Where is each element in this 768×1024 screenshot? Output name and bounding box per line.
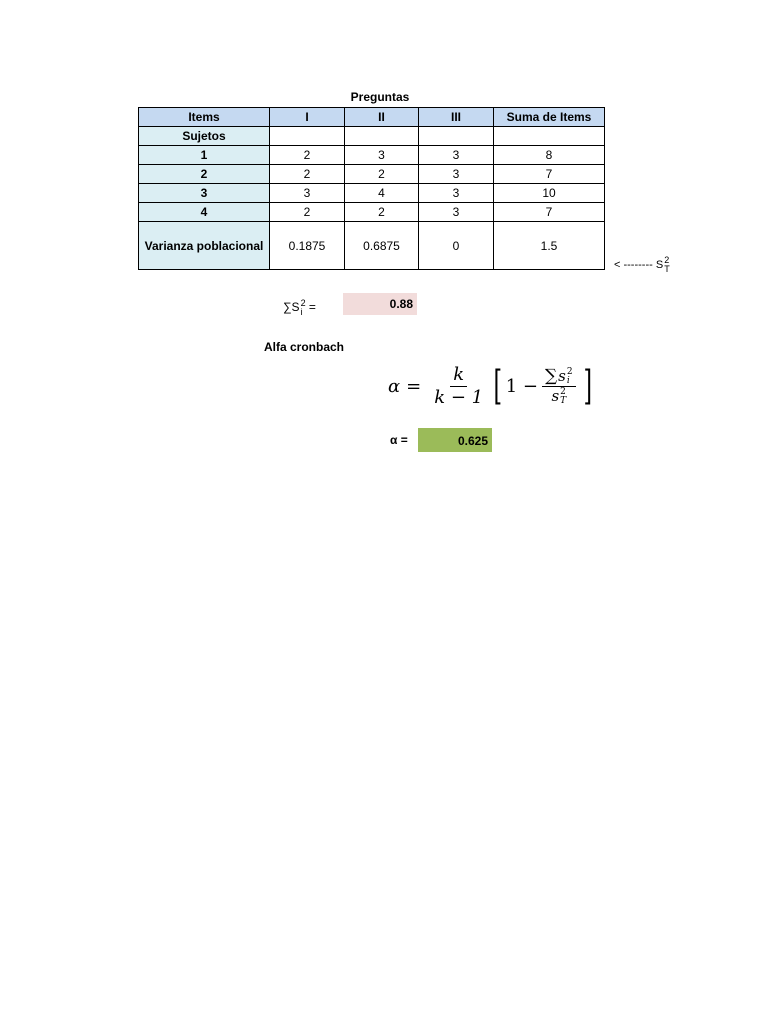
formula-one-minus: 1 − <box>505 375 539 397</box>
formula-variance-fraction <box>542 367 576 406</box>
table-cell: 2 <box>345 203 419 222</box>
header-items: Items <box>139 108 270 127</box>
table-cell <box>345 127 419 146</box>
table-cell: 2 <box>270 165 345 184</box>
subheader-row <box>139 127 605 146</box>
sum-label-equals: = <box>305 300 316 315</box>
table-cell: 3 <box>419 203 494 222</box>
table-cell <box>419 127 494 146</box>
formula-right-bracket: ] <box>583 363 592 409</box>
row-label: 1 <box>139 146 270 165</box>
alpha-title: Alfa cronbach <box>264 340 345 354</box>
table-cell: 7 <box>494 203 605 222</box>
formula-num-sub: i <box>566 375 570 386</box>
side-note-sup: 2 <box>664 255 670 265</box>
table-cell: 10 <box>494 184 605 203</box>
table-row <box>139 165 605 184</box>
formula-den-script <box>560 388 566 406</box>
table-cell: 2 <box>270 146 345 165</box>
row-label: 4 <box>139 203 270 222</box>
variance-cell: 1.5 <box>494 222 605 270</box>
table-cell: 2 <box>270 203 345 222</box>
total-variance-note <box>614 256 670 274</box>
header-question-1: I <box>270 108 345 127</box>
table-cell: 3 <box>419 146 494 165</box>
row-label: 2 <box>139 165 270 184</box>
table-row <box>139 184 605 203</box>
variance-row <box>139 222 605 270</box>
table-cell <box>270 127 345 146</box>
table-caption: Preguntas <box>350 90 410 104</box>
formula-s-t: s <box>551 386 560 405</box>
sum-label-sup: 2 <box>300 298 306 308</box>
subheader-subjects: Sujetos <box>139 127 270 146</box>
formula-k-den: k − 1 <box>434 386 484 408</box>
formula-den-sup: 2 <box>560 386 566 397</box>
sum-variance-label <box>283 299 316 317</box>
sum-variance-value: 0.88 <box>343 293 417 315</box>
side-note-sub: T <box>664 264 670 274</box>
table-cell: 4 <box>345 184 419 203</box>
sum-label-sub: i <box>300 307 303 317</box>
formula-sigma: ∑ <box>545 365 558 386</box>
sum-label-text: ∑S <box>283 300 300 315</box>
formula-equals: = <box>406 375 422 397</box>
table-cell: 2 <box>345 165 419 184</box>
table-cell: 3 <box>419 165 494 184</box>
table-row <box>139 146 605 165</box>
alpha-result-value: 0.625 <box>418 428 492 452</box>
variance-table <box>138 107 605 270</box>
variance-cell: 0.1875 <box>270 222 345 270</box>
variance-cell: 0 <box>419 222 494 270</box>
table-cell <box>494 127 605 146</box>
formula-k-fraction <box>431 364 486 409</box>
formula-num-script <box>567 368 573 386</box>
formula-variance-den <box>548 387 569 406</box>
formula-alpha: α <box>388 375 401 397</box>
header-sum: Suma de Items <box>494 108 605 127</box>
table-cell: 3 <box>270 184 345 203</box>
row-label: 3 <box>139 184 270 203</box>
table-row <box>139 203 605 222</box>
header-question-2: II <box>345 108 419 127</box>
formula-variance-num <box>542 367 576 387</box>
formula-s-i: s <box>558 366 566 385</box>
formula-left-bracket: [ <box>493 363 503 409</box>
table-cell: 3 <box>345 146 419 165</box>
table-cell: 3 <box>419 184 494 203</box>
table-cell: 7 <box>494 165 605 184</box>
formula-k-num: k <box>450 364 467 387</box>
cronbach-formula <box>388 358 595 414</box>
header-question-3: III <box>419 108 494 127</box>
formula-num-sup: 2 <box>566 366 573 377</box>
side-note-text: < -------- S <box>614 258 664 271</box>
side-note-script <box>664 256 670 274</box>
alpha-result-label: α = <box>390 433 408 447</box>
header-row <box>139 108 605 127</box>
table-cell: 8 <box>494 146 605 165</box>
variance-label: Varianza poblacional <box>139 222 270 270</box>
variance-cell: 0.6875 <box>345 222 419 270</box>
formula-den-sub: T <box>560 395 567 406</box>
